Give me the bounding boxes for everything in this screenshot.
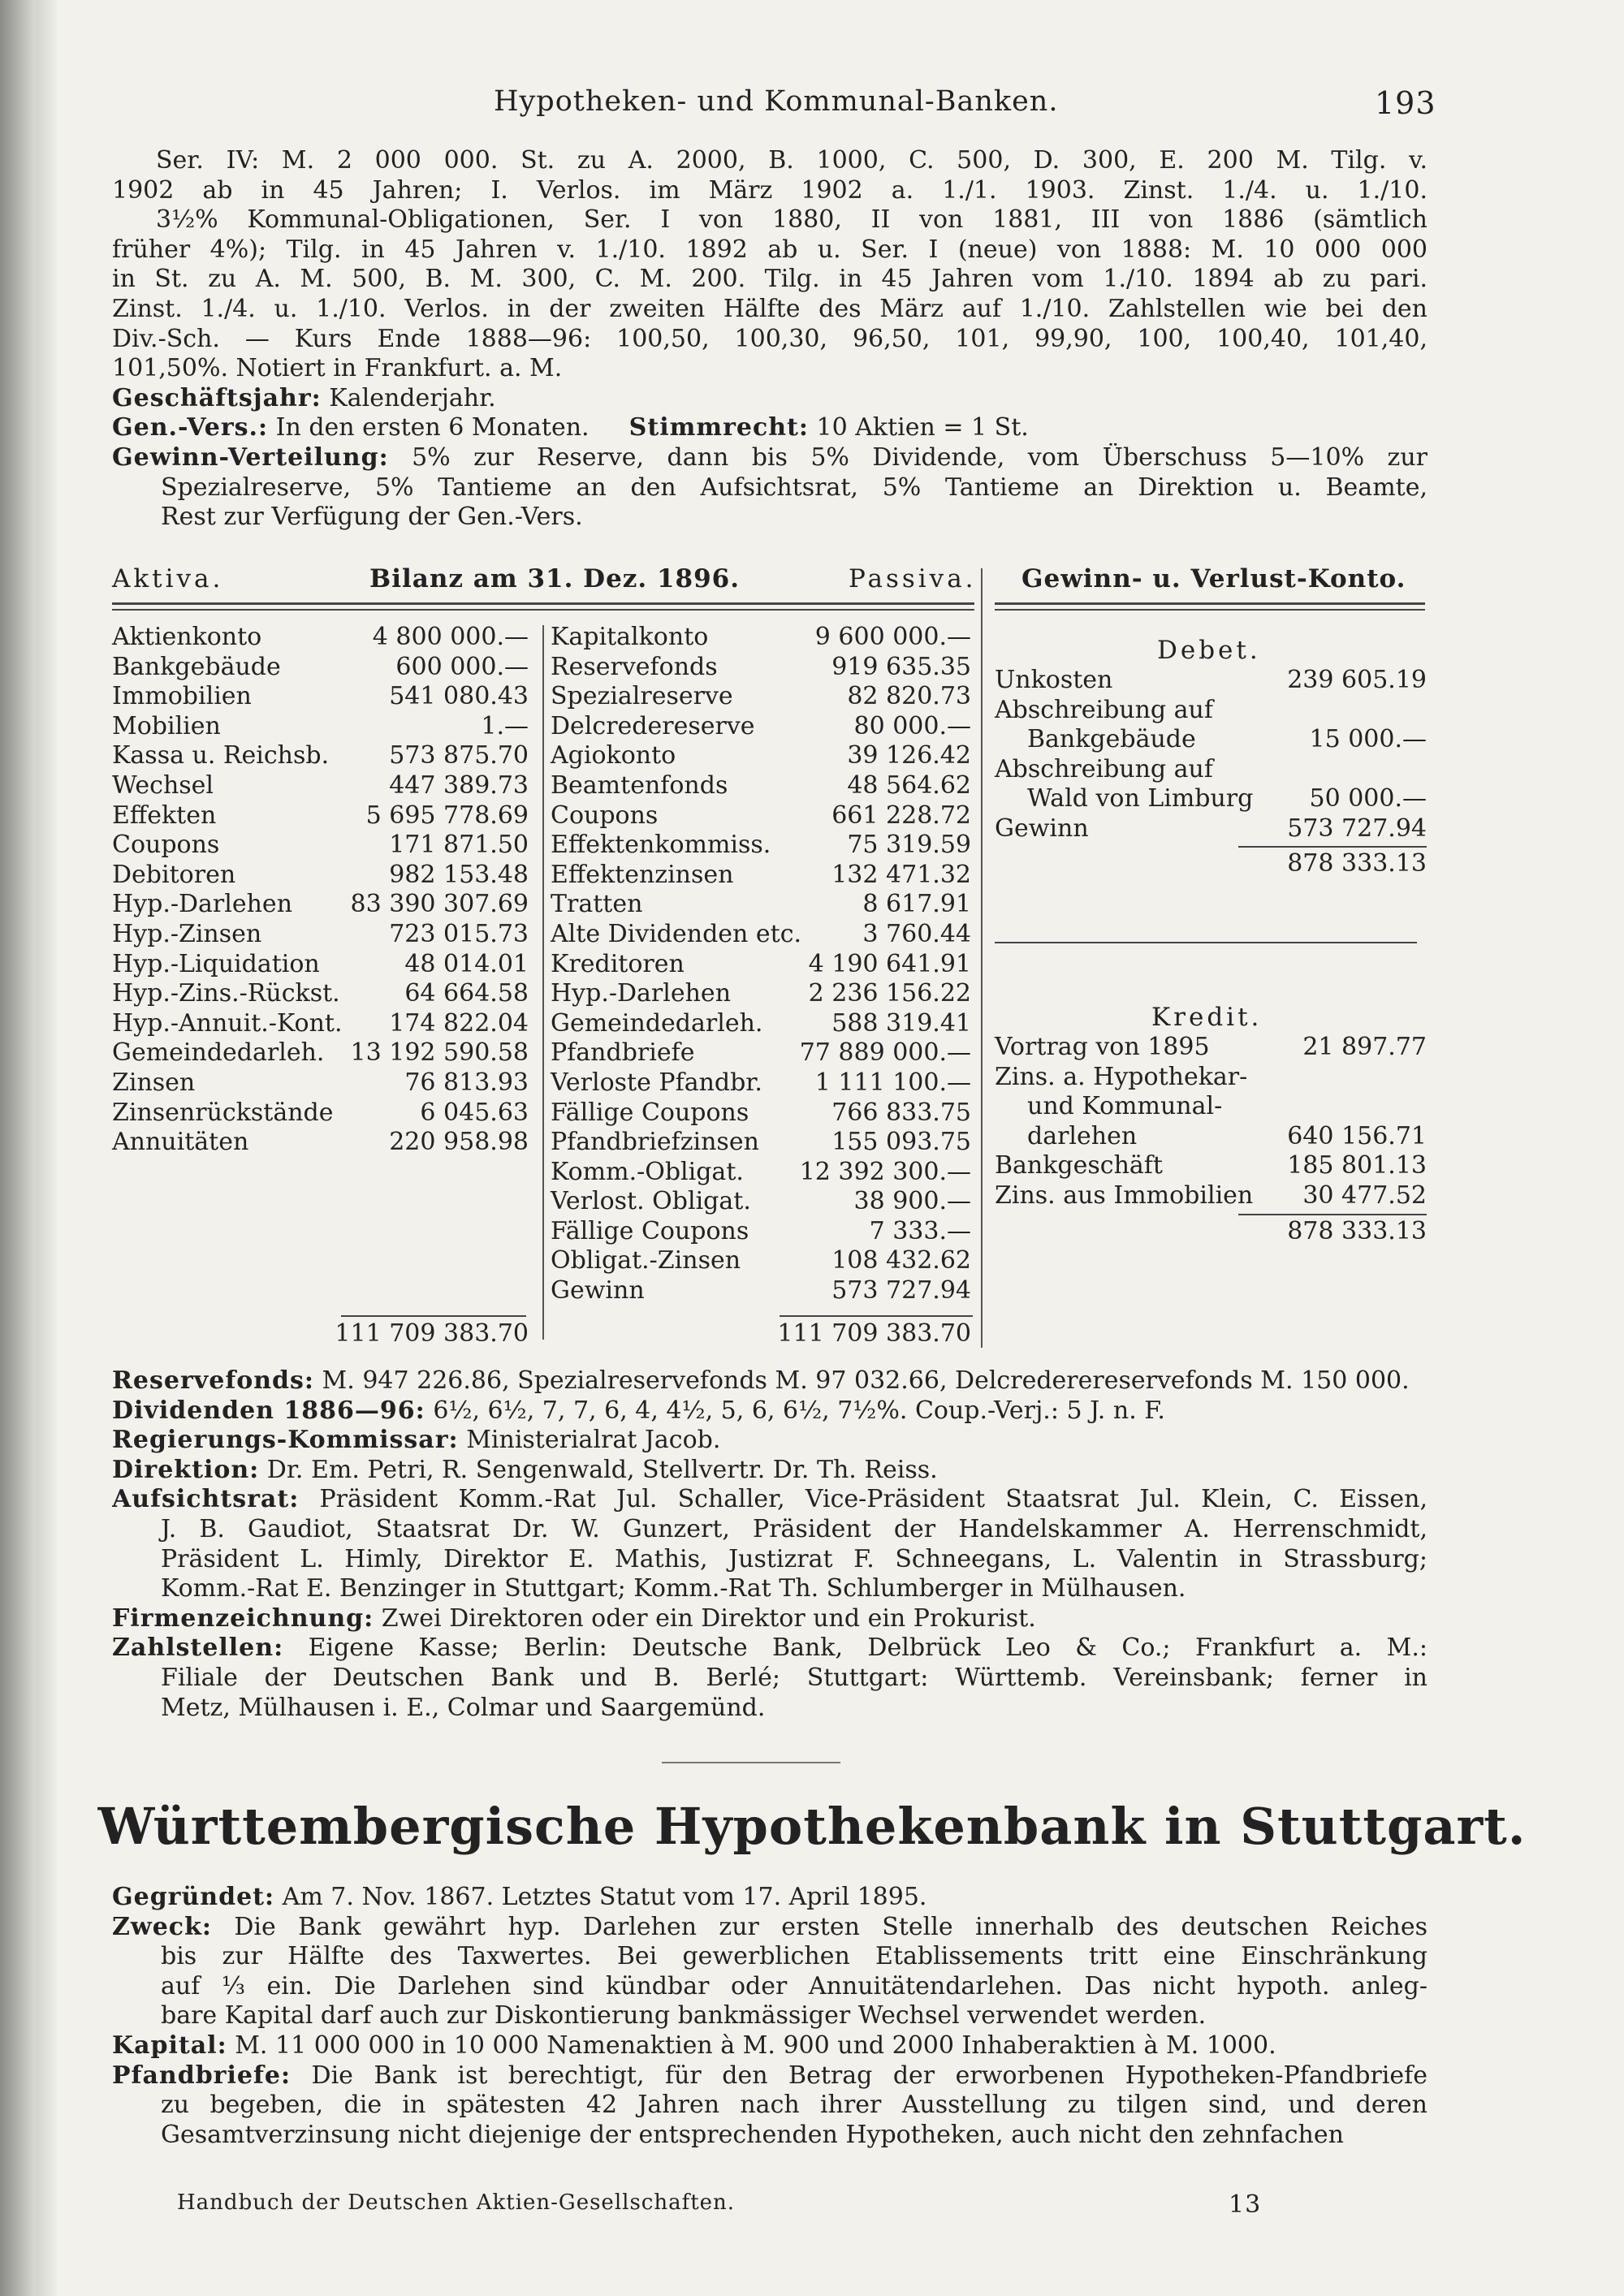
passiva-row-value: 9 600 000.— xyxy=(814,623,971,651)
detail-line xyxy=(112,1366,1427,1396)
detail-line xyxy=(112,1574,1427,1604)
passiva-row-value: 48 564.62 xyxy=(847,770,971,800)
kredit-row-value: 185 801.13 xyxy=(1287,1151,1427,1180)
passiva-row-value: 80 000.— xyxy=(853,711,971,740)
passiva-row-name: Pfandbriefzinsen xyxy=(551,1128,759,1157)
detail-line-label: Direktion: xyxy=(112,1455,260,1484)
aktiva-row-value: 76 813.93 xyxy=(404,1068,529,1097)
passiva-row-value: 919 635.35 xyxy=(831,652,971,681)
aktiva-row-name: Immobilien xyxy=(112,682,252,711)
aktiva-row-name: Mobilien xyxy=(112,711,221,740)
geschaeftsjahr-text: Kalenderjahr. xyxy=(329,383,496,412)
passiva-row-value: 82 820.73 xyxy=(847,682,971,711)
aktiva-row xyxy=(112,771,529,801)
kredit-row-name: Bankgeschäft xyxy=(995,1151,1163,1180)
passiva-row-name: Gemeindedarleh. xyxy=(551,1008,763,1038)
passiva-sum-rule xyxy=(780,1315,973,1317)
passiva-row-name: Spezialreserve xyxy=(551,682,733,711)
page-edge xyxy=(36,0,57,2296)
debet-row-name: Wald von Limburg xyxy=(1027,784,1254,814)
kredit-row-name: Vortrag von 1895 xyxy=(995,1033,1210,1061)
passiva-row-value: 1 111 100.— xyxy=(814,1068,971,1097)
passiva-row-name: Delcredereserve xyxy=(551,711,755,740)
gewinn-verteilung-text: 5% zur Reserve, dann bis 5% Dividende, vom Überschuss 5—10% zur xyxy=(412,442,1427,472)
section2-line-text: bis zur Hälfte des Taxwertes. Bei gewerblichen Etablissements tritt eine Einschränkung xyxy=(161,1942,1427,1971)
passiva-row-value: 38 900.— xyxy=(853,1187,971,1216)
intro-line: Div.-Sch. — Kurs Ende 1888—96: 100,50, 100,30, 96,50, 101, 99,90, 100, 100,40, 101,40, xyxy=(112,324,1427,353)
section2-line xyxy=(112,1913,1427,1943)
aktiva-label: Aktiva. xyxy=(112,564,224,593)
passiva-total: 111 709 383.70 xyxy=(777,1319,971,1348)
stimmrecht-label: Stimmrecht: xyxy=(628,413,809,442)
debet-row xyxy=(995,696,1427,726)
debet-row xyxy=(995,725,1427,755)
passiva-row xyxy=(551,1068,971,1098)
kredit-sum-rule xyxy=(1238,1214,1427,1215)
bilanz-double-rule xyxy=(112,602,974,605)
aktiva-row-name: Hyp.-Zinsen xyxy=(112,919,262,948)
aktiva-row-value: 13 192 590.58 xyxy=(350,1038,529,1068)
debet-row xyxy=(995,814,1427,844)
passiva-row xyxy=(551,1276,971,1306)
bilanz-column-divider xyxy=(542,625,544,1340)
bilanz-title: Bilanz am 31. Dez. 1896. xyxy=(369,564,741,593)
passiva-row-value: 132 471.32 xyxy=(831,860,971,889)
passiva-row-value: 7 333.— xyxy=(869,1216,971,1245)
section2-line-text: Am 7. Nov. 1867. Letztes Statut vom 17. April 1895. xyxy=(282,1883,927,1911)
debet-row-name: Gewinn xyxy=(995,814,1089,843)
aktiva-row-name: Bankgebäude xyxy=(112,652,281,681)
gewinn-verteilung-line: Spezialreserve, 5% Tantieme an den Aufsichtsrat, 5% Tantieme an Direktion u. Beamte, xyxy=(161,473,1427,502)
passiva-row-name: Obligat.-Zinsen xyxy=(551,1246,741,1275)
passiva-row-value: 39 126.42 xyxy=(847,741,971,770)
kredit-row xyxy=(995,1151,1427,1181)
section2-line-label: Gegründet: xyxy=(112,1883,275,1911)
section2-line xyxy=(112,1942,1427,1972)
passiva-row-name: Coupons xyxy=(551,801,659,830)
genvers-label: Gen.-Vers.: xyxy=(112,413,269,442)
guv-column-divider xyxy=(981,568,983,1348)
passiva-row xyxy=(551,1187,971,1217)
guv-double-rule xyxy=(995,609,1425,611)
section2-line xyxy=(112,2061,1427,2091)
debet-label: Debet. xyxy=(1157,636,1261,665)
debet-row-value: 15 000.— xyxy=(1309,725,1427,754)
passiva-row xyxy=(551,1128,971,1158)
passiva-total-row xyxy=(551,1319,971,1349)
guv-double-rule xyxy=(995,602,1425,605)
section2-line xyxy=(112,2031,1427,2061)
section-divider xyxy=(662,1762,840,1763)
detail-line-label: Reservefonds: xyxy=(112,1366,314,1395)
passiva-row-name: Kreditoren xyxy=(551,949,685,978)
aktiva-row-name: Hyp.-Annuit.-Kont. xyxy=(112,1008,343,1038)
detail-line xyxy=(112,1485,1427,1515)
aktiva-row-value: 5 695 778.69 xyxy=(365,801,529,830)
debet-row xyxy=(995,755,1427,785)
aktiva-row xyxy=(112,1068,529,1098)
aktiva-row xyxy=(112,741,529,771)
intro-line: in St. zu A. M. 500, B. M. 300, C. M. 200. Tilg. in 45 Jahren vom 1./10. 1894 ab zu pari. xyxy=(112,265,1427,294)
passiva-row xyxy=(551,1217,971,1247)
passiva-row xyxy=(551,861,971,891)
intro-line: 101,50%. Notiert in Frankfurt. a. M. xyxy=(112,354,563,383)
kredit-row-name: Zins. aus Immobilien xyxy=(995,1180,1254,1210)
section2-line-label: Kapital: xyxy=(112,2031,227,2060)
aktiva-row-name: Kassa u. Reichsb. xyxy=(112,741,330,770)
detail-line-text: Dr. Em. Petri, R. Sengenwald, Stellvertr. Dr. Th. Reiss. xyxy=(266,1455,938,1484)
kredit-row xyxy=(995,1092,1427,1122)
kredit-total: 878 333.13 xyxy=(1287,1217,1427,1245)
detail-line-text: Eigene Kasse; Berlin: Deutsche Bank, Delbrück Leo & Co.; Frankfurt a. M.: xyxy=(308,1634,1427,1663)
detail-line-text: M. 947 226.86, Spezialreservefonds M. 97 032.66, Delcrederereservefonds M. 150 000. xyxy=(322,1366,1410,1395)
section2-block xyxy=(112,1883,1427,2150)
passiva-row-name: Alte Dividenden etc. xyxy=(551,919,802,948)
section2-line-text: Gesamtverzinsung nicht diejenige der entsprechenden Hypotheken, auch nicht den zehnfachen xyxy=(161,2120,1344,2149)
aktiva-row-name: Coupons xyxy=(112,831,220,860)
debet-row-name: Bankgebäude xyxy=(1027,725,1196,754)
aktiva-row-value: 723 015.73 xyxy=(389,919,529,948)
detail-line xyxy=(112,1426,1427,1456)
kredit-table xyxy=(995,1033,1427,1211)
kredit-row-name: und Kommunal- xyxy=(1027,1092,1223,1121)
passiva-label: Passiva. xyxy=(849,564,977,593)
aktiva-row xyxy=(112,890,529,920)
kredit-row-value: 30 477.52 xyxy=(1302,1180,1427,1210)
gewinn-verteilung-line xyxy=(112,443,1427,473)
passiva-row xyxy=(551,623,971,653)
aktiva-row xyxy=(112,950,529,980)
detail-line-text: Zwei Direktoren oder ein Direktor und ein Prokurist. xyxy=(381,1603,1036,1633)
section2-line xyxy=(112,2091,1427,2121)
intro-line: früher 4%); Tilg. in 45 Jahren v. 1./10. 1892 ab u. Ser. I (neue) von 1888: M. 10 000 000 xyxy=(112,235,1427,264)
aktiva-sum-rule xyxy=(341,1315,526,1317)
book-spine-shadow xyxy=(0,0,36,2296)
debet-table xyxy=(995,666,1427,844)
passiva-row xyxy=(551,831,971,861)
passiva-row-name: Fällige Coupons xyxy=(551,1098,749,1127)
aktiva-row-value: 6 045.63 xyxy=(420,1098,529,1127)
footer-signature: 13 xyxy=(1229,2190,1262,2219)
debet-row-name: Abschreibung auf xyxy=(995,695,1213,724)
passiva-row-value: 155 093.75 xyxy=(831,1128,971,1157)
passiva-row-value: 8 617.91 xyxy=(862,890,971,919)
intro-line: Ser. IV: M. 2 000 000. St. zu A. 2000, B. 1000, C. 500, D. 300, E. 200 M. Tilg. v. xyxy=(156,146,1427,175)
passiva-row-value: 661 228.72 xyxy=(831,801,971,830)
section2-line-text: Die Bank ist berechtigt, für den Betrag der erworbenen Hypotheken-Pfandbriefe xyxy=(311,2061,1427,2090)
detail-line-text: Präsident Komm.-Rat Jul. Schaller, Vice-Präsident Staatsrat Jul. Klein, C. Eissen, xyxy=(319,1485,1427,1514)
section2-line-text: bare Kapital darf auch zur Diskontierung bankmässiger Wechsel verwendet werden. xyxy=(161,2001,1207,2031)
kredit-row xyxy=(995,1063,1427,1093)
aktiva-row xyxy=(112,682,529,712)
aktiva-row xyxy=(112,712,529,742)
detail-line-text: J. B. Gaudiot, Staatsrat Dr. W. Gunzert, Präsident der Handelskammer A. Herrenschmidt, xyxy=(161,1514,1427,1543)
detail-line xyxy=(112,1604,1427,1634)
detail-line-text: Präsident L. Himly, Direktor E. Mathis, Justizrat F. Schneegans, L. Valentin in Strassburg; xyxy=(161,1544,1427,1573)
passiva-row-name: Kapitalkonto xyxy=(551,623,709,651)
debet-row-name: Abschreibung auf xyxy=(995,754,1213,783)
passiva-row-name: Pfandbriefe xyxy=(551,1038,695,1068)
passiva-row-name: Effektenzinsen xyxy=(551,860,734,889)
passiva-row xyxy=(551,979,971,1009)
passiva-row-name: Beamtenfonds xyxy=(551,770,728,800)
aktiva-row xyxy=(112,1128,529,1158)
aktiva-row-name: Wechsel xyxy=(112,770,214,800)
passiva-row-name: Komm.-Obligat. xyxy=(551,1157,744,1186)
aktiva-row-name: Hyp.-Liquidation xyxy=(112,949,320,978)
detail-line-label: Aufsichtsrat: xyxy=(112,1485,300,1514)
detail-line xyxy=(112,1694,1427,1724)
aktiva-table xyxy=(112,623,529,1158)
running-header: Hypotheken- und Kommunal-Banken. xyxy=(494,85,1059,118)
passiva-row-value: 108 432.62 xyxy=(831,1246,971,1275)
passiva-row-name: Fällige Coupons xyxy=(551,1216,749,1245)
passiva-row xyxy=(551,1038,971,1068)
passiva-row-name: Tratten xyxy=(551,890,643,919)
debet-row xyxy=(995,784,1427,814)
passiva-row-value: 75 319.59 xyxy=(847,831,971,860)
passiva-row-value: 4 190 641.91 xyxy=(808,949,971,978)
passiva-row-name: Agiokonto xyxy=(551,741,676,770)
passiva-row xyxy=(551,950,971,980)
intro-block xyxy=(112,146,1427,533)
aktiva-row xyxy=(112,1009,529,1039)
aktiva-row-name: Debitoren xyxy=(112,860,236,889)
aktiva-row-value: 982 153.48 xyxy=(389,860,529,889)
aktiva-row xyxy=(112,979,529,1009)
passiva-row-name: Verloste Pfandbr. xyxy=(551,1068,762,1097)
detail-line-text: Ministerialrat Jacob. xyxy=(466,1426,721,1455)
section2-line xyxy=(112,1883,1427,1913)
passiva-row xyxy=(551,890,971,920)
kredit-row-value: 21 897.77 xyxy=(1302,1033,1427,1061)
passiva-row-name: Effektenkommiss. xyxy=(551,831,771,860)
section2-line xyxy=(112,1972,1427,2002)
kredit-row-name: Zins. a. Hypothekar- xyxy=(995,1062,1248,1091)
aktiva-row-name: Gemeindedarleh. xyxy=(112,1038,325,1068)
passiva-row xyxy=(551,1009,971,1039)
kredit-row-value: 640 156.71 xyxy=(1287,1121,1427,1150)
bilanz-double-rule xyxy=(112,609,974,611)
detail-line xyxy=(112,1456,1427,1486)
passiva-row xyxy=(551,1246,971,1276)
detail-line xyxy=(112,1664,1427,1694)
passiva-row xyxy=(551,653,971,683)
kredit-row xyxy=(995,1122,1427,1152)
detail-line-text: Komm.-Rat E. Benzinger in Stuttgart; Komm.-Rat Th. Schlumberger in Mülhausen. xyxy=(161,1574,1186,1603)
aktiva-row-value: 600 000.— xyxy=(395,652,529,681)
section2-line-label: Zweck: xyxy=(112,1912,212,1941)
passiva-row-value: 12 392 300.— xyxy=(799,1157,971,1186)
page-number: 193 xyxy=(1375,85,1436,121)
genvers-line xyxy=(112,413,1427,443)
passiva-row-name: Hyp.-Darlehen xyxy=(551,979,732,1008)
aktiva-total-row xyxy=(112,1319,529,1349)
intro-line: 3½% Kommunal-Obligationen, Ser. I von 1880, II von 1881, III von 1886 (sämtlich xyxy=(156,205,1427,235)
aktiva-row-name: Aktienkonto xyxy=(112,623,262,651)
kredit-row-name: darlehen xyxy=(1027,1121,1138,1150)
detail-line-label: Dividenden 1886—96: xyxy=(112,1396,425,1425)
aktiva-row-name: Hyp.-Darlehen xyxy=(112,890,293,919)
kredit-row xyxy=(995,1033,1427,1063)
aktiva-row-value: 171 871.50 xyxy=(389,831,529,860)
passiva-row-name: Gewinn xyxy=(551,1276,645,1306)
kredit-row xyxy=(995,1181,1427,1211)
debet-total-row xyxy=(995,849,1427,879)
detail-line xyxy=(112,1515,1427,1545)
passiva-row xyxy=(551,712,971,742)
aktiva-row-name: Zinsenrückstände xyxy=(112,1098,334,1127)
guv-separator-rule xyxy=(995,942,1417,943)
section2-line xyxy=(112,2121,1427,2151)
stimmrecht-text: 10 Aktien = 1 St. xyxy=(816,413,1029,442)
detail-line xyxy=(112,1634,1427,1664)
section2-line-text: M. 11 000 000 in 10 000 Namenaktien à M. 900 und 2000 Inhaberaktien à M. 1000. xyxy=(235,2031,1276,2060)
section2-line xyxy=(112,2001,1427,2031)
company-details-block xyxy=(112,1366,1427,1723)
passiva-row-value: 3 760.44 xyxy=(862,919,971,948)
section2-line-text: auf ⅓ ein. Die Darlehen sind kündbar oder Annuitätendarlehen. Das nicht hypoth. anleg- xyxy=(161,1971,1427,2000)
passiva-row-value: 588 319.41 xyxy=(831,1008,971,1038)
aktiva-row-value: 573 875.70 xyxy=(389,741,529,770)
aktiva-row-value: 447 389.73 xyxy=(389,770,529,800)
intro-line: 1902 ab in 45 Jahren; I. Verlos. im März 1902 a. 1./1. 1903. Zinst. 1./4. u. 1./10. xyxy=(112,175,1427,205)
section2-line-label: Pfandbriefe: xyxy=(112,2061,292,2090)
aktiva-row xyxy=(112,1038,529,1068)
aktiva-row-value: 174 822.04 xyxy=(389,1008,529,1038)
aktiva-total: 111 709 383.70 xyxy=(335,1319,529,1348)
debet-sum-rule xyxy=(1238,846,1427,848)
guv-title: Gewinn- u. Verlust-Konto. xyxy=(1021,564,1406,593)
gewinn-verteilung-label: Gewinn-Verteilung: xyxy=(112,442,389,472)
aktiva-row-value: 4 800 000.— xyxy=(372,623,529,651)
intro-line: Zinst. 1./4. u. 1./10. Verlos. in der zweiten Hälfte des März auf 1./10. Zahlstellen wie bei den xyxy=(112,294,1427,323)
passiva-table xyxy=(551,623,971,1306)
genvers-text: In den ersten 6 Monaten. xyxy=(275,413,590,442)
debet-total: 878 333.13 xyxy=(1287,849,1427,878)
passiva-row xyxy=(551,920,971,950)
detail-line xyxy=(112,1396,1427,1426)
passiva-row xyxy=(551,1098,971,1129)
kredit-label: Kredit. xyxy=(1151,1003,1263,1032)
section-title: Württembergische Hypothekenbank in Stuttgart. xyxy=(97,1797,1527,1856)
passiva-row xyxy=(551,741,971,771)
aktiva-row-name: Zinsen xyxy=(112,1068,196,1097)
detail-line-label: Firmenzeichnung: xyxy=(112,1603,374,1633)
gewinn-verteilung-line: Rest zur Verfügung der Gen.-Vers. xyxy=(161,503,583,532)
aktiva-row-value: 1.— xyxy=(481,711,529,740)
detail-line-text: Metz, Mülhausen i. E., Colmar und Saargemünd. xyxy=(161,1693,766,1722)
aktiva-row-name: Hyp.-Zins.-Rückst. xyxy=(112,979,340,1008)
detail-line-label: Regierungs-Kommissar: xyxy=(112,1426,459,1455)
aktiva-row-value: 220 958.98 xyxy=(389,1128,529,1157)
passiva-row-value: 2 236 156.22 xyxy=(808,979,971,1008)
footer-text: Handbuch der Deutschen Aktien-Gesellschaften. xyxy=(177,2190,736,2215)
kredit-total-row xyxy=(995,1217,1427,1247)
aktiva-row xyxy=(112,623,529,653)
aktiva-row-name: Effekten xyxy=(112,801,217,830)
section2-line-text: Die Bank gewährt hyp. Darlehen zur ersten Stelle innerhalb des deutschen Reiches xyxy=(234,1912,1427,1941)
detail-line-label: Zahlstellen: xyxy=(112,1634,284,1663)
debet-row-value: 50 000.— xyxy=(1309,784,1427,814)
aktiva-row xyxy=(112,1098,529,1129)
aktiva-row-value: 83 390 307.69 xyxy=(350,890,529,919)
detail-line xyxy=(112,1545,1427,1575)
debet-row xyxy=(995,666,1427,696)
passiva-row-name: Verlost. Obligat. xyxy=(551,1187,751,1216)
aktiva-row xyxy=(112,653,529,683)
geschaeftsjahr-line xyxy=(112,384,1427,414)
detail-line-text: Filiale der Deutschen Bank und B. Berlé; Stuttgart: Württemb. Vereinsbank; ferner in xyxy=(161,1663,1427,1692)
detail-line-text: 6½, 6½, 7, 7, 6, 4, 4½, 5, 6, 6½, 7½%. Coup.-Verj.: 5 J. n. F. xyxy=(433,1396,1165,1425)
passiva-row-value: 77 889 000.— xyxy=(799,1038,971,1068)
section2-line-text: zu begeben, die in spätesten 42 Jahren nach ihrer Ausstellung zu tilgen sind, und deren xyxy=(161,2091,1427,2120)
aktiva-row-value: 48 014.01 xyxy=(404,949,529,978)
debet-row-name: Unkosten xyxy=(995,666,1113,694)
passiva-row xyxy=(551,771,971,801)
passiva-row-name: Reservefonds xyxy=(551,652,718,681)
aktiva-row xyxy=(112,861,529,891)
passiva-row-value: 766 833.75 xyxy=(831,1098,971,1127)
passiva-row xyxy=(551,801,971,831)
aktiva-row-value: 64 664.58 xyxy=(404,979,529,1008)
aktiva-row xyxy=(112,801,529,831)
aktiva-row-value: 541 080.43 xyxy=(389,682,529,711)
aktiva-row-name: Annuitäten xyxy=(112,1128,249,1157)
aktiva-row xyxy=(112,920,529,950)
geschaeftsjahr-label: Geschäftsjahr: xyxy=(112,383,322,412)
aktiva-row xyxy=(112,831,529,861)
debet-row-value: 239 605.19 xyxy=(1287,666,1427,694)
passiva-row-value: 573 727.94 xyxy=(831,1276,971,1306)
passiva-row xyxy=(551,1158,971,1188)
debet-row-value: 573 727.94 xyxy=(1287,814,1427,843)
passiva-row xyxy=(551,682,971,712)
